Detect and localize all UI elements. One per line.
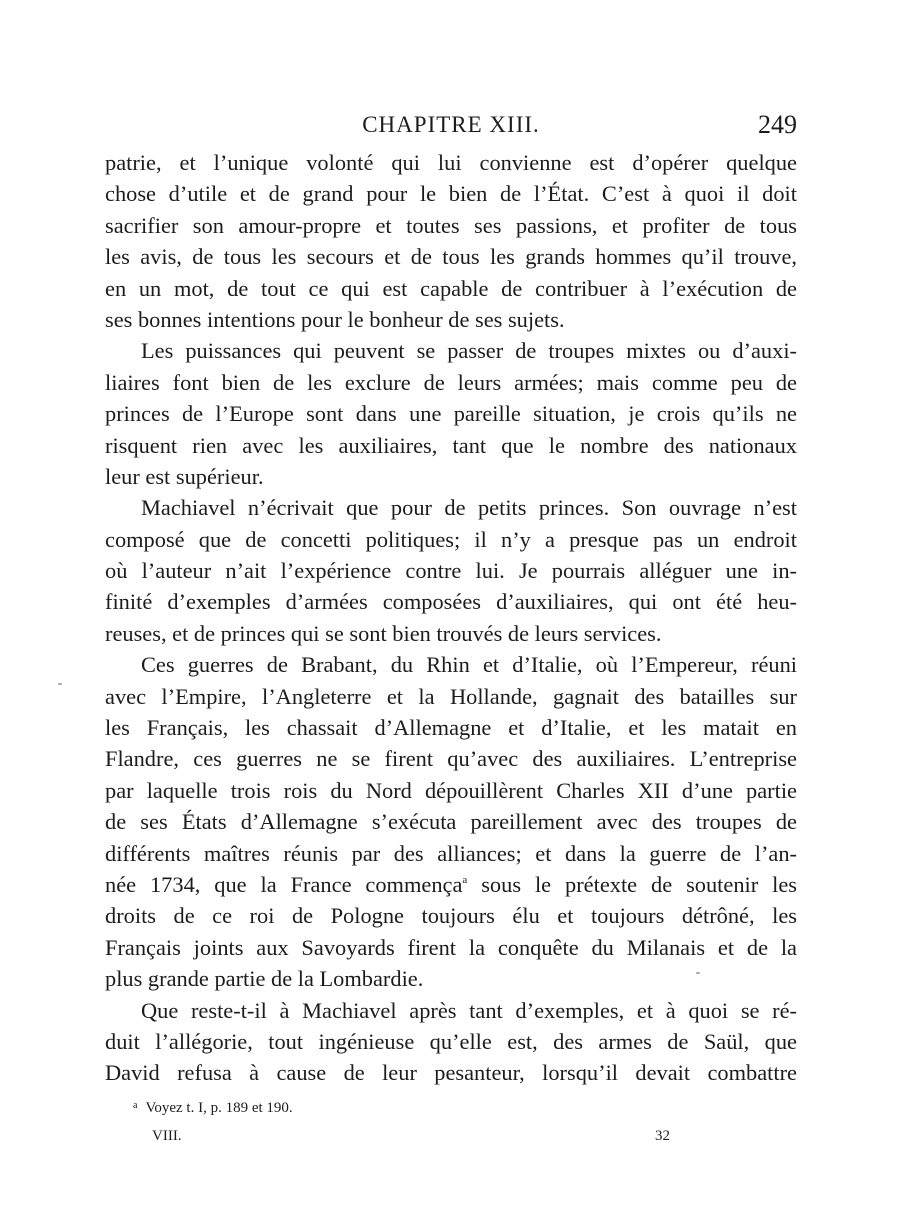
- text-line: par laquelle trois rois du Nord dépouillèrent Charles XII d’une partie: [105, 777, 797, 803]
- footnote-mark: a: [133, 1100, 138, 1111]
- text-line: princes de l’Europe sont dans une pareille situation, je crois qu’ils ne: [105, 401, 797, 427]
- text-segment: née 1734, que la France commença: [105, 871, 463, 897]
- text-line: David refusa à cause de leur pesanteur, lorsqu’il devait combattre: [105, 1060, 797, 1086]
- text-line: avec l’Empire, l’Angleterre et la Hollande, gagnait des batailles sur: [105, 683, 797, 709]
- text-line: plus grande partie de la Lombardie.: [105, 966, 424, 992]
- text-line: où l’auteur n’ait l’expérience contre lui. Je pourrais alléguer une in-: [105, 558, 797, 584]
- text-line: reuses, et de princes qui se sont bien trouvés de leurs services.: [105, 620, 662, 646]
- text-line: Les puissances qui peuvent se passer de troupes mixtes ou d’auxi-: [141, 338, 797, 364]
- body-text: [105, 147, 797, 1089]
- text-line: ses bonnes intentions pour le bonheur de ses sujets.: [105, 306, 565, 332]
- running-head: [105, 108, 797, 142]
- text-line: Que reste-t-il à Machiavel après tant d’exemples, et à quoi se ré-: [141, 997, 797, 1023]
- text-line: sacrifier son amour-propre et toutes ses passions, et profiter de tous: [105, 212, 797, 238]
- signature-mark: VIII.: [152, 1128, 182, 1144]
- text-line: chose d’utile et de grand pour le bien de l’État. C’est à quoi il doit: [105, 181, 797, 207]
- text-line: liaires font bien de les exclure de leurs armées; mais comme peu de: [105, 369, 797, 395]
- text-line: finité d’exemples d’armées composées d’auxiliaires, qui ont été heu-: [105, 589, 797, 615]
- sheet-number: 32: [655, 1128, 670, 1144]
- text-line: composé que de concetti politiques; il n’y a presque pas un endroit: [105, 526, 797, 552]
- text-line: droits de ce roi de Pologne toujours élu et toujours détrôné, les: [105, 903, 797, 929]
- text-line: les avis, de tous les secours et de tous les grands hommes qu’il trouve,: [105, 244, 797, 270]
- text-line: les Français, les chassait d’Allemagne et d’Italie, et les matait en: [105, 715, 797, 741]
- text-line: différents maîtres réunis par des alliances; et dans la guerre de l’an-: [105, 840, 797, 866]
- text-line: de ses États d’Allemagne s’exécuta pareillement avec des troupes de: [105, 809, 797, 835]
- paper-speck: [58, 683, 62, 685]
- text-segment: sous le prétexte de soutenir les: [467, 871, 797, 897]
- footnote: [133, 1095, 293, 1119]
- paper-speck: [696, 972, 700, 974]
- text-line: Français joints aux Savoyards firent la conquête du Milanais et de la: [105, 934, 797, 960]
- text-line: [105, 869, 797, 900]
- footnote-reference: a: [462, 873, 468, 886]
- text-line: Ces guerres de Brabant, du Rhin et d’Italie, où l’Empereur, réuni: [141, 652, 797, 678]
- text-line: Flandre, ces guerres ne se firent qu’avec des auxiliaires. L’entreprise: [105, 746, 797, 772]
- text-line: en un mot, de tout ce qui est capable de contribuer à l’exécution de: [105, 275, 797, 301]
- footnote-text: Voyez t. I, p. 189 et 190.: [145, 1100, 293, 1116]
- text-line: risquent rien avec les auxiliaires, tant que le nombre des nationaux: [105, 432, 797, 458]
- text-line: patrie, et l’unique volonté qui lui convienne est d’opérer quelque: [105, 150, 797, 175]
- page-number: 249: [758, 110, 797, 139]
- text-line: duit l’allégorie, tout ingénieuse qu’elle est, des armes de Saül, que: [105, 1028, 797, 1054]
- chapter-title: CHAPITRE XIII.: [362, 112, 540, 137]
- text-line: leur est supérieur.: [105, 463, 264, 489]
- text-line: Machiavel n’écrivait que pour de petits princes. Son ouvrage n’est: [141, 495, 797, 521]
